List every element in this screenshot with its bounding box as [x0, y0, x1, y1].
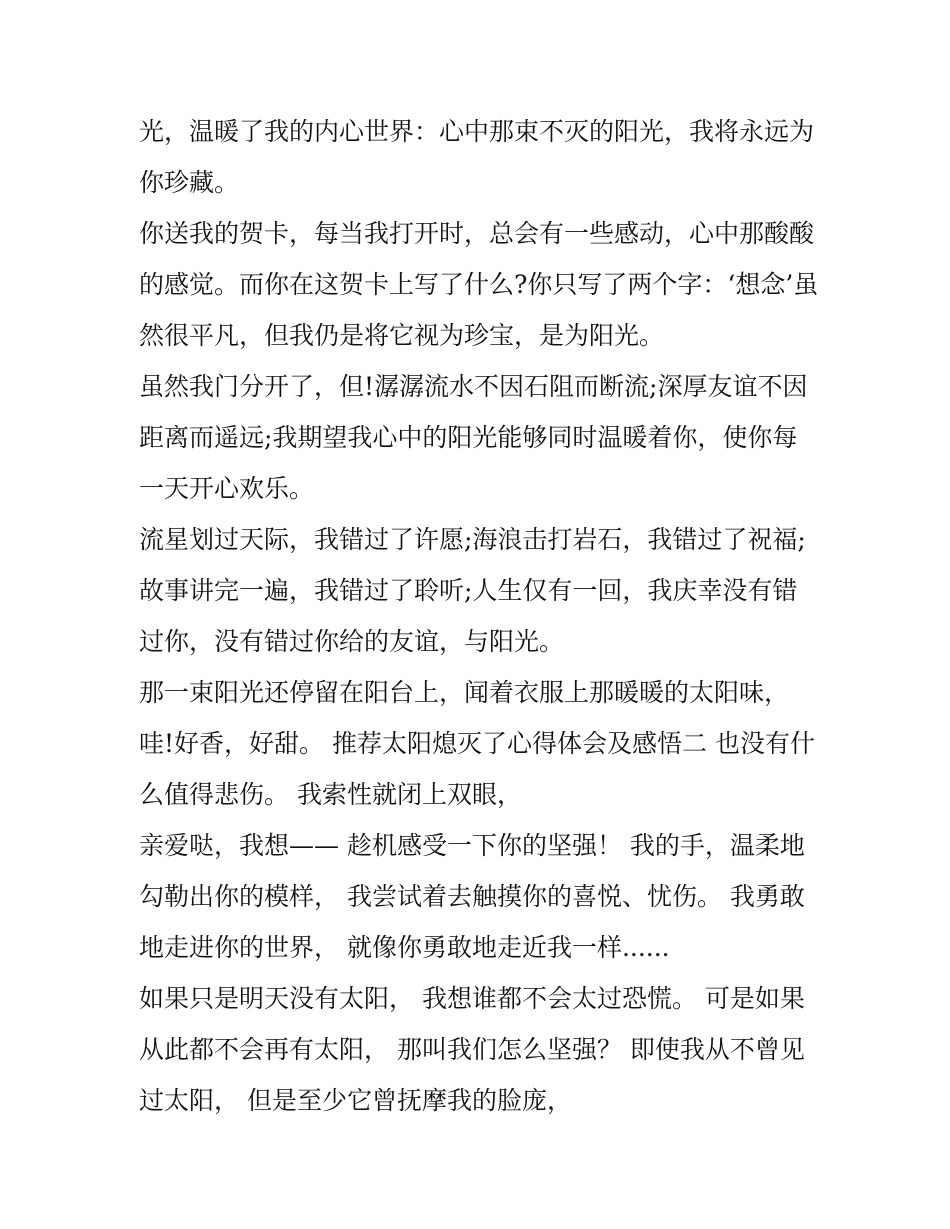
text-line: 你珍藏。: [139, 168, 240, 197]
text-line: 流星划过天际，我错过了许愿;海浪击打岩石，我错过了祝福;: [139, 525, 806, 554]
text-line: 勾勒出你的模样， 我尝试着去触摸你的喜悦、忧伤。 我勇敢: [139, 882, 805, 911]
text-line: 你送我的贺卡，每当我打开时，总会有一些感动，心中那酸酸: [139, 219, 815, 248]
text-line: 一天开心欢乐。: [139, 474, 315, 503]
text-line: 过你，没有错过你给的友谊，与阳光。: [139, 627, 565, 656]
text-line: 那一束阳光还停留在阳台上，闻着衣服上那暖暖的太阳味，: [139, 678, 790, 707]
text-line: 光，温暖了我的内心世界：心中那束不灭的阳光，我将永远为: [139, 117, 815, 146]
text-line: 故事讲完一遍，我错过了聆听;人生仅有一回，我庆幸没有错: [139, 576, 798, 605]
text-line: 从此都不会再有太阳， 那叫我们怎么坚强？ 即使我从不曾见: [139, 1035, 805, 1064]
text-line: 虽然我门分开了，但!潺潺流水不因石阻而断流;深厚友谊不因: [139, 372, 808, 401]
text-line: 地走进你的世界， 就像你勇敢地走近我一样......: [139, 933, 670, 962]
text-line: 么值得悲伤。 我索性就闭上双眼，: [139, 780, 522, 809]
text-line: 然很平凡，但我仍是将它视为珍宝，是为阳光。: [139, 321, 665, 350]
text-line: 过太阳， 但是至少它曾抚摩我的脸庞，: [139, 1086, 572, 1115]
text-line: 的感觉。而你在这贺卡上写了什么?你只写了两个字：‘想念’虽: [139, 270, 819, 299]
text-line: 哇!好香，好甜。 推荐太阳熄灭了心得体会及感悟二 也没有什: [139, 729, 815, 758]
text-line: 亲爱哒，我想—— 趁机感受一下你的坚强！ 我的手，温柔地: [139, 831, 805, 860]
document-page: [139, 106, 819, 1126]
text-line: 距离而遥远;我期望我心中的阳光能够同时温暖着你，使你每: [139, 423, 798, 452]
text-line: 如果只是明天没有太阳， 我想谁都不会太过恐慌。 可是如果: [139, 984, 805, 1013]
